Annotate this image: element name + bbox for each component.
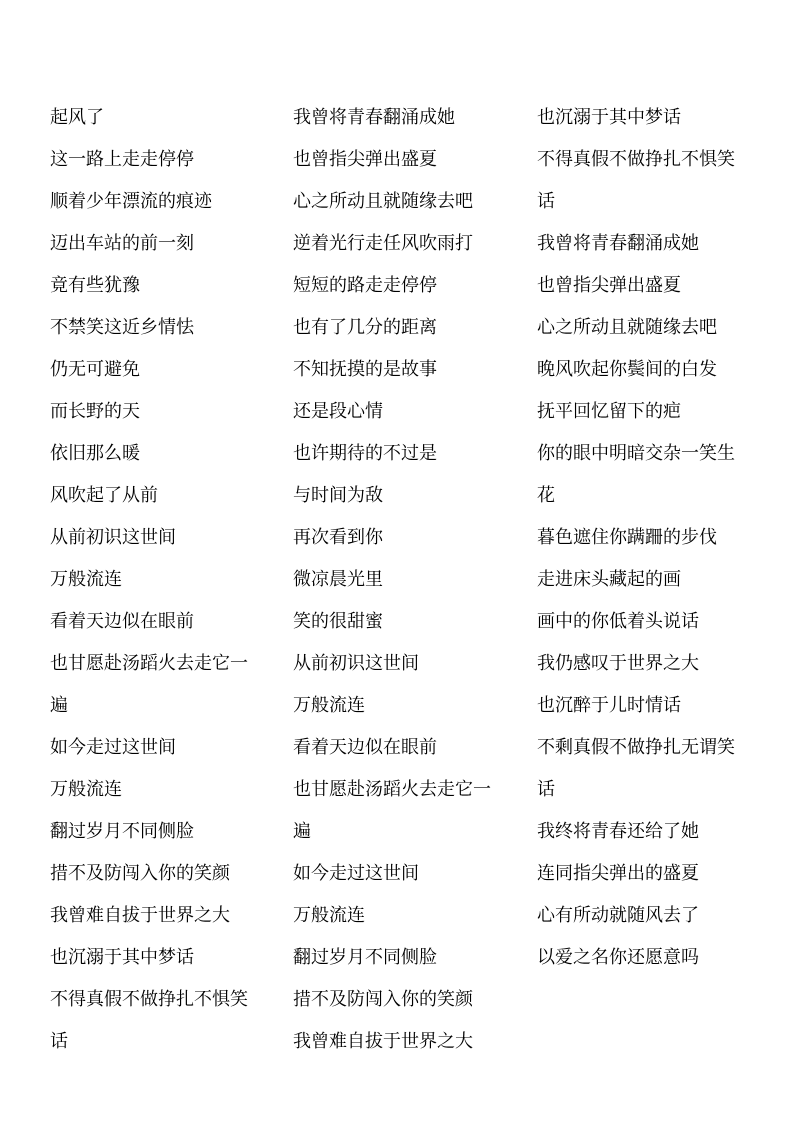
lyric-line: 从前初识这世间: [50, 527, 176, 548]
lyric-line: 遍: [293, 821, 311, 842]
lyric-line: 我曾难自拔于世界之大: [293, 1031, 473, 1052]
lyrics-column-3: [537, 97, 757, 979]
lyric-line: 还是段心情: [293, 401, 383, 422]
lyric-line: 我曾将青春翻涌成她: [537, 233, 699, 254]
lyric-line: 起风了: [50, 107, 104, 128]
lyric-line: 心之所动且就随缘去吧: [537, 317, 717, 338]
lyric-line: 抚平回忆留下的疤: [537, 401, 681, 422]
lyrics-column-1: [50, 97, 270, 1063]
lyric-line: 看着天边似在眼前: [50, 611, 194, 632]
lyric-line: 短短的路走走停停: [293, 275, 437, 296]
lyric-line: 再次看到你: [293, 527, 383, 548]
lyric-line: 也曾指尖弹出盛夏: [537, 275, 681, 296]
lyric-line: 而长野的天: [50, 401, 140, 422]
lyric-line: 心之所动且就随缘去吧: [293, 191, 473, 212]
lyric-line: 也许期待的不过是: [293, 443, 437, 464]
lyric-line: 心有所动就随风去了: [537, 905, 699, 926]
lyric-line: 也有了几分的距离: [293, 317, 437, 338]
lyric-line: 顺着少年漂流的痕迹: [50, 191, 212, 212]
lyric-line: 这一路上走走停停: [50, 149, 194, 170]
lyric-line: 不禁笑这近乡情怯: [50, 317, 194, 338]
lyric-line: 措不及防闯入你的笑颜: [50, 863, 230, 884]
lyric-line: 遍: [50, 695, 68, 716]
lyric-line: 也沉醉于儿时情话: [537, 695, 681, 716]
lyric-line: 花: [537, 485, 555, 506]
lyric-line: 万般流连: [50, 569, 122, 590]
lyric-line: 你的眼中明暗交杂一笑生: [537, 443, 735, 464]
lyric-line: 仍无可避免: [50, 359, 140, 380]
lyric-line: 不得真假不做挣扎不惧笑: [50, 989, 248, 1010]
lyric-line: 与时间为敌: [293, 485, 383, 506]
lyric-line: 万般流连: [293, 905, 365, 926]
lyric-line: 如今走过这世间: [293, 863, 419, 884]
lyric-line: 我仍感叹于世界之大: [537, 653, 699, 674]
lyric-line: 从前初识这世间: [293, 653, 419, 674]
lyric-line: 翻过岁月不同侧脸: [50, 821, 194, 842]
lyric-line: 也沉溺于其中梦话: [50, 947, 194, 968]
lyric-line: 画中的你低着头说话: [537, 611, 699, 632]
lyric-line: 不得真假不做挣扎不惧笑: [537, 149, 735, 170]
lyric-line: 走进床头藏起的画: [537, 569, 681, 590]
lyric-line: 不知抚摸的是故事: [293, 359, 437, 380]
lyric-line: 话: [537, 191, 555, 212]
lyric-line: 不剩真假不做挣扎无谓笑: [537, 737, 735, 758]
lyric-line: 风吹起了从前: [50, 485, 158, 506]
lyric-line: 话: [537, 779, 555, 800]
lyric-line: 也甘愿赴汤蹈火去走它一: [293, 779, 491, 800]
lyric-line: 逆着光行走任风吹雨打: [293, 233, 473, 254]
lyric-line: 万般流连: [293, 695, 365, 716]
lyric-line: 看着天边似在眼前: [293, 737, 437, 758]
lyric-line: 我曾难自拔于世界之大: [50, 905, 230, 926]
lyric-line: 也甘愿赴汤蹈火去走它一: [50, 653, 248, 674]
lyric-line: 我曾将青春翻涌成她: [293, 107, 455, 128]
lyric-line: 话: [50, 1031, 68, 1052]
lyric-line: 迈出车站的前一刻: [50, 233, 194, 254]
lyric-line: 依旧那么暖: [50, 443, 140, 464]
lyric-line: 如今走过这世间: [50, 737, 176, 758]
lyric-line: 晚风吹起你鬓间的白发: [537, 359, 717, 380]
lyric-line: 翻过岁月不同侧脸: [293, 947, 437, 968]
lyric-line: 也沉溺于其中梦话: [537, 107, 681, 128]
lyric-line: 万般流连: [50, 779, 122, 800]
lyric-line: 微凉晨光里: [293, 569, 383, 590]
lyric-line: 暮色遮住你蹒跚的步伐: [537, 527, 717, 548]
lyric-line: 我终将青春还给了她: [537, 821, 699, 842]
lyrics-column-2: [293, 97, 513, 1063]
lyric-line: 笑的很甜蜜: [293, 611, 383, 632]
lyric-line: 连同指尖弹出的盛夏: [537, 863, 699, 884]
lyric-line: 措不及防闯入你的笑颜: [293, 989, 473, 1010]
lyric-line: 竟有些犹豫: [50, 275, 140, 296]
lyric-line: 也曾指尖弹出盛夏: [293, 149, 437, 170]
lyric-line: 以爱之名你还愿意吗: [537, 947, 699, 968]
